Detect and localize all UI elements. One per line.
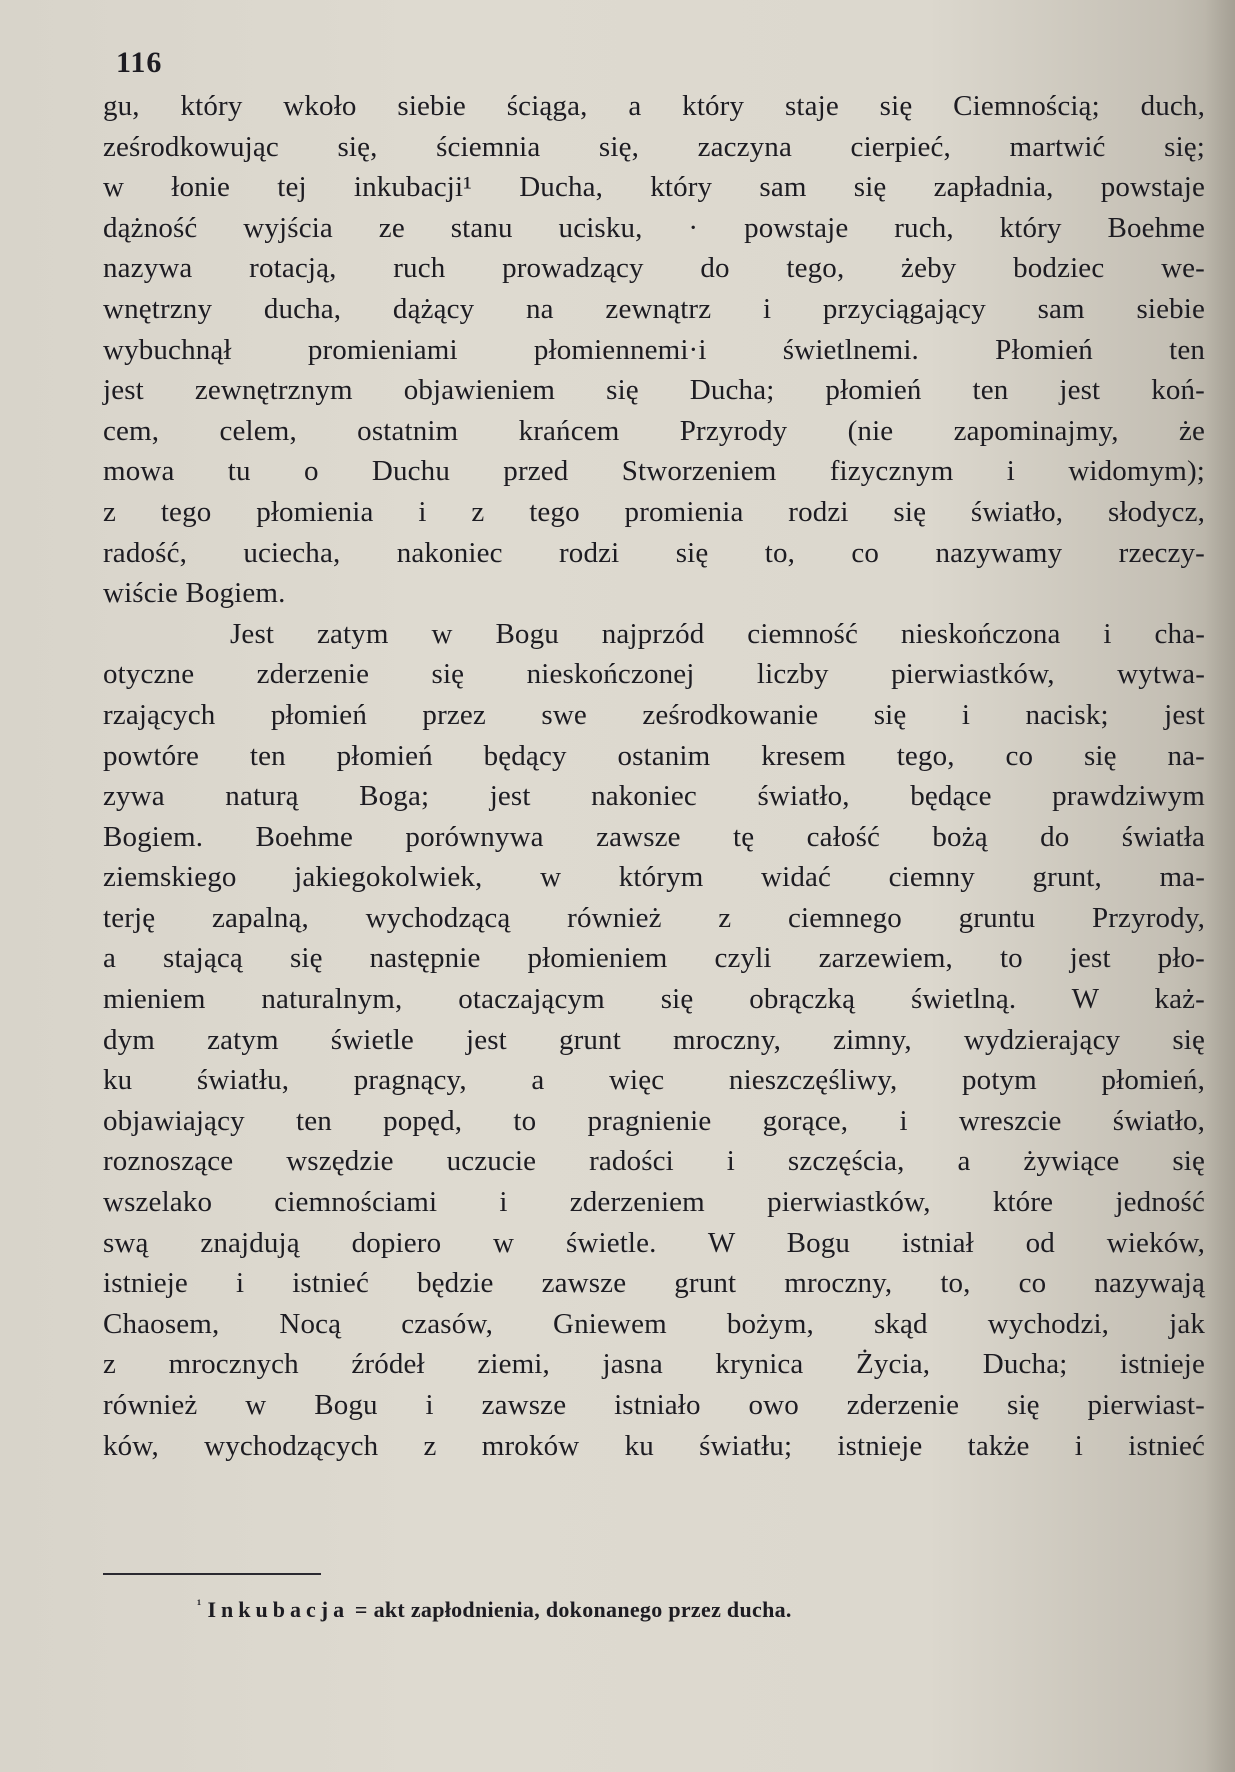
footnote — [197, 1597, 792, 1623]
text-line: radość, uciecha, nakoniec rodzi się to, co nazywamy rzeczy- — [103, 536, 1205, 569]
text-line: wszelako ciemnościami i zderzeniem pierwiastków, które jedność — [103, 1186, 1205, 1219]
page-number: 116 — [116, 46, 163, 79]
text-line: wybuchnął promieniami płomiennemi·i świetlnemi. Płomień ten — [103, 333, 1205, 366]
footnote-text: akt zapłodnienia, dokonanego przez ducha. — [373, 1597, 792, 1622]
footnote-marker: ¹ — [197, 1597, 202, 1613]
text-line: nazywa rotacją, ruch prowadzący do tego, żeby bodziec we- — [103, 252, 1205, 285]
text-line: objawiający ten popęd, to pragnienie gorące, i wreszcie światło, — [103, 1104, 1205, 1137]
text-line: istnieje i istnieć będzie zawsze grunt mroczny, to, co nazywają — [103, 1267, 1205, 1300]
text-line: z mrocznych źródeł ziemi, jasna krynica Życia, Ducha; istnieje — [103, 1348, 1205, 1381]
text-line: cem, celem, ostatnim krańcem Przyrody (nie zapominajmy, że — [103, 414, 1205, 447]
text-line: Chaosem, Nocą czasów, Gniewem bożym, skąd wychodzi, jak — [103, 1307, 1205, 1340]
footnote-divider — [103, 1573, 321, 1575]
text-line: wnętrzny ducha, dążący na zewnątrz i przyciągający sam siebie — [103, 292, 1205, 325]
text-line: w łonie tej inkubacji¹ Ducha, który sam się zapładnia, powstaje — [103, 171, 1205, 204]
body-text — [103, 86, 1205, 1466]
text-line: z tego płomienia i z tego promienia rodzi się światło, słodycz, — [103, 495, 1205, 528]
text-line: gu, który wkoło siebie ściąga, a który staje się Ciemnością; duch, — [103, 90, 1205, 122]
text-line: dym zatym świetle jest grunt mroczny, zimny, wydzierający się — [103, 1023, 1205, 1056]
text-line: ków, wychodzących z mroków ku światłu; istnieje także i istnieć — [103, 1429, 1205, 1462]
text-line: mowa tu o Duchu przed Stworzeniem fizycznym i widomym); — [103, 455, 1205, 488]
footnote-separator: = — [354, 1597, 368, 1622]
text-line: Jest zatym w Bogu najprzód ciemność nieskończona i cha- — [230, 617, 1205, 650]
footnote-term: Inkubacja — [207, 1597, 350, 1622]
paragraph-1 — [103, 86, 1205, 614]
text-line: ku światłu, pragnący, a więc nieszczęśliwy, potym płomień, — [103, 1064, 1205, 1097]
text-line: swą znajdują dopiero w świetle. W Bogu istniał od wieków, — [103, 1226, 1205, 1259]
text-line: a stającą się następnie płomieniem czyli zarzewiem, to jest pło- — [103, 942, 1205, 975]
text-line: ześrodkowując się, ściemnia się, zaczyna cierpieć, martwić się; — [103, 130, 1205, 163]
text-line: dążność wyjścia ze stanu ucisku, · powstaje ruch, który Boehme — [103, 211, 1205, 244]
text-line: mieniem naturalnym, otaczającym się obrączką świetlną. W każ- — [103, 983, 1205, 1016]
text-line: roznoszące wszędzie uczucie radości i szczęścia, a żywiące się — [103, 1145, 1205, 1178]
text-line: jest zewnętrznym objawieniem się Ducha; płomień ten jest koń- — [103, 374, 1205, 407]
paragraph-2 — [103, 614, 1205, 1466]
text-line: powtóre ten płomień będący ostanim kresem tego, co się na- — [103, 739, 1205, 772]
text-line: otyczne zderzenie się nieskończonej liczby pierwiastków, wytwa- — [103, 658, 1205, 691]
text-line: ziemskiego jakiegokolwiek, w którym widać ciemny grunt, ma- — [103, 861, 1205, 894]
text-line: rzających płomień przez swe ześrodkowanie się i nacisk; jest — [103, 698, 1205, 731]
text-line: Bogiem. Boehme porównywa zawsze tę całość bożą do światła — [103, 820, 1205, 853]
text-line: wiście Bogiem. — [103, 577, 286, 610]
text-line: zywa naturą Boga; jest nakoniec światło, będące prawdziwym — [103, 780, 1205, 813]
text-line: również w Bogu i zawsze istniało owo zderzenie się pierwiast- — [103, 1389, 1205, 1421]
text-line: terję zapalną, wychodzącą również z ciemnego gruntu Przyrody, — [103, 901, 1205, 934]
